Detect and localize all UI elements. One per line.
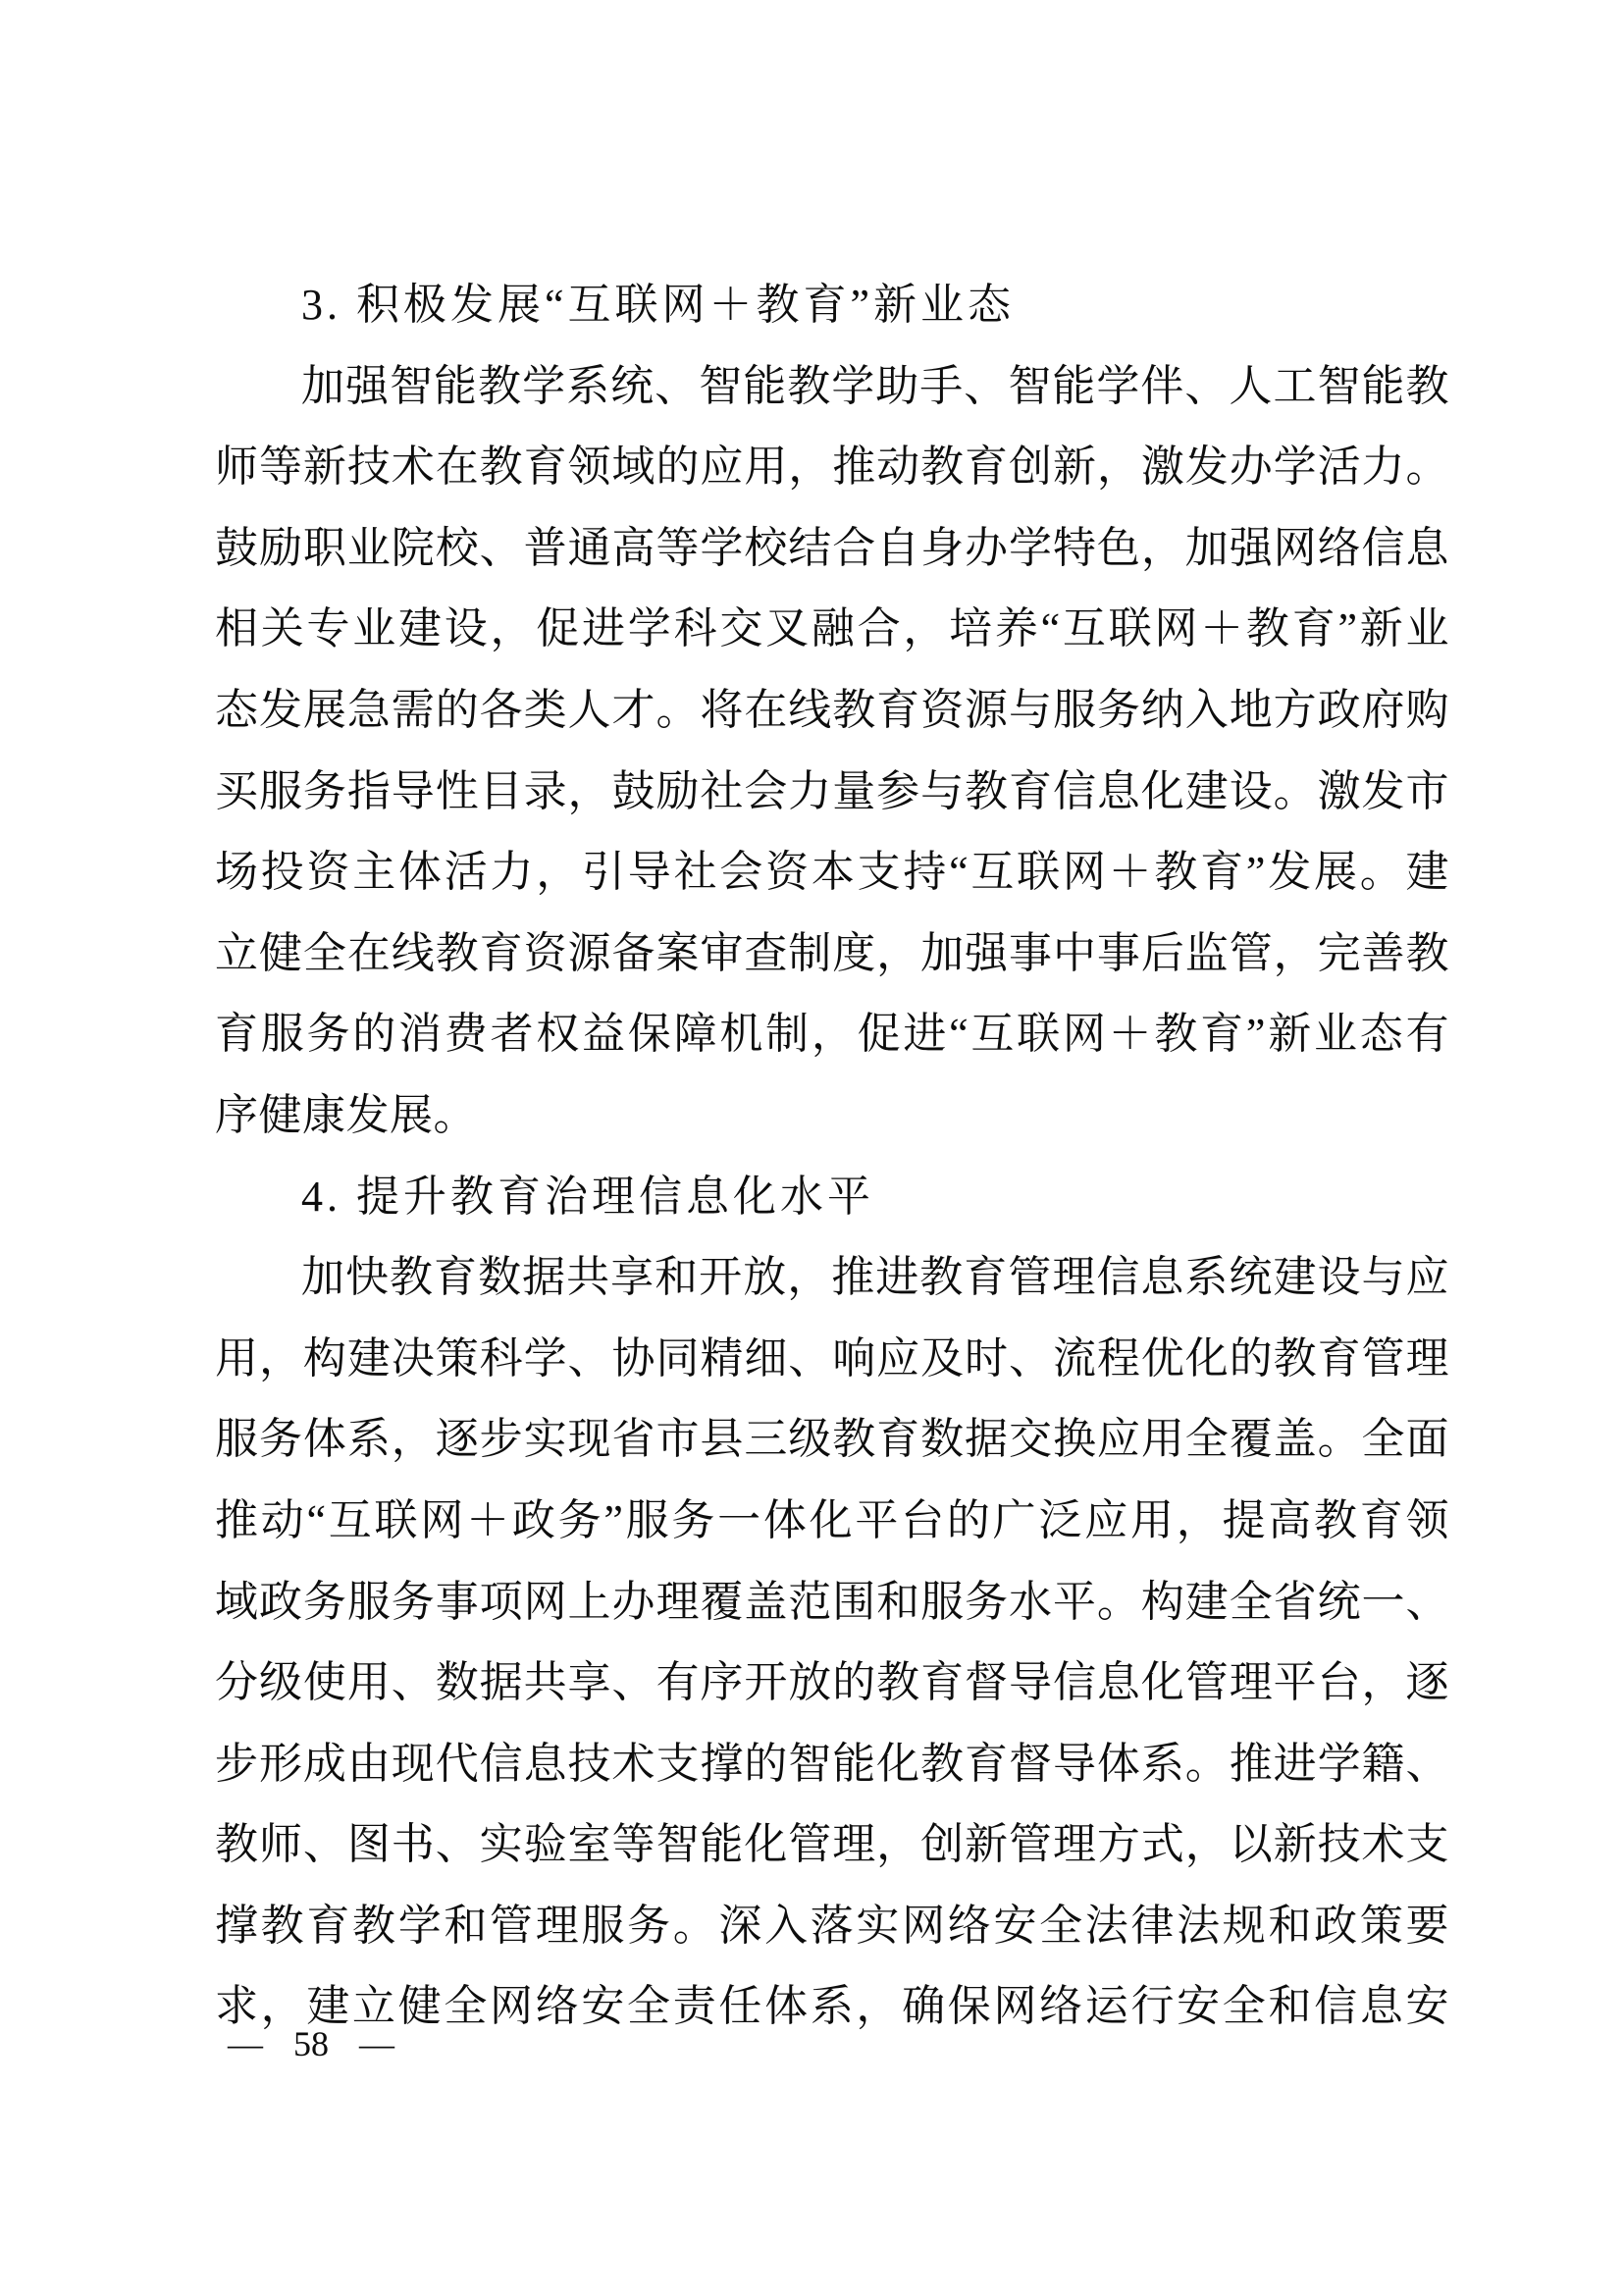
body-text-line: 域政务服务事项网上办理覆盖范围和服务水平。构建全省统一、 <box>215 1577 1449 1626</box>
page-number: 58 <box>293 2024 329 2063</box>
heading-section-3: 3. 积极发展“互联网＋教育”新业态 <box>301 281 1016 329</box>
footer-dash-right: — <box>359 2024 394 2063</box>
body-text-line: 分级使用、数据共享、有序开放的教育督导信息化管理平台，逐 <box>215 1658 1449 1707</box>
body-text-line: 相关专业建设，促进学科交叉融合，培养“互联网＋教育”新业 <box>215 604 1449 653</box>
body-text-line: 态发展急需的各类人才。将在线教育资源与服务纳入地方政府购 <box>215 685 1449 734</box>
body-text-line: 用，构建决策科学、协同精细、响应及时、流程优化的教育管理 <box>215 1333 1449 1383</box>
body-text-line: 服务体系，逐步实现省市县三级教育数据交换应用全覆盖。全面 <box>215 1415 1449 1464</box>
body-text-line: 序健康发展。 <box>215 1090 477 1139</box>
body-text-line: 加快教育数据共享和开放，推进教育管理信息系统建设与应 <box>301 1253 1449 1302</box>
body-text-line: 教师、图书、实验室等智能化管理，创新管理方式，以新技术支 <box>215 1820 1449 1869</box>
body-text-line: 加强智能教学系统、智能教学助手、智能学伴、人工智能教 <box>301 361 1449 410</box>
body-text-line: 买服务指导性目录，鼓励社会力量参与教育信息化建设。激发市 <box>215 766 1449 815</box>
body-text-line: 立健全在线教育资源备案审查制度，加强事中事后监管，完善教 <box>215 928 1449 977</box>
body-text-line: 求，建立健全网络安全责任体系，确保网络运行安全和信息安 <box>215 1982 1449 2031</box>
heading-section-4: 4. 提升教育治理信息化水平 <box>301 1172 874 1221</box>
body-text-line: 鼓励职业院校、普通高等学校结合自身办学特色，加强网络信息 <box>215 523 1449 572</box>
body-text-line: 撑教育教学和管理服务。深入落实网络安全法律法规和政策要 <box>215 1901 1449 1950</box>
body-text-line: 步形成由现代信息技术支撑的智能化教育督导体系。推进学籍、 <box>215 1739 1449 1788</box>
body-text-line: 场投资主体活力，引导社会资本支持“互联网＋教育”发展。建 <box>215 848 1449 897</box>
text-block <box>215 265 1449 2048</box>
body-text-line: 师等新技术在教育领域的应用，推动教育创新，激发办学活力。 <box>215 443 1449 492</box>
body-text-line: 推动“互联网＋政务”服务一体化平台的广泛应用，提高教育领 <box>215 1495 1449 1544</box>
page-footer <box>228 2023 394 2064</box>
body-text-line: 育服务的消费者权益保障机制，促进“互联网＋教育”新业态有 <box>215 1010 1449 1059</box>
footer-dash-left: — <box>228 2024 263 2063</box>
